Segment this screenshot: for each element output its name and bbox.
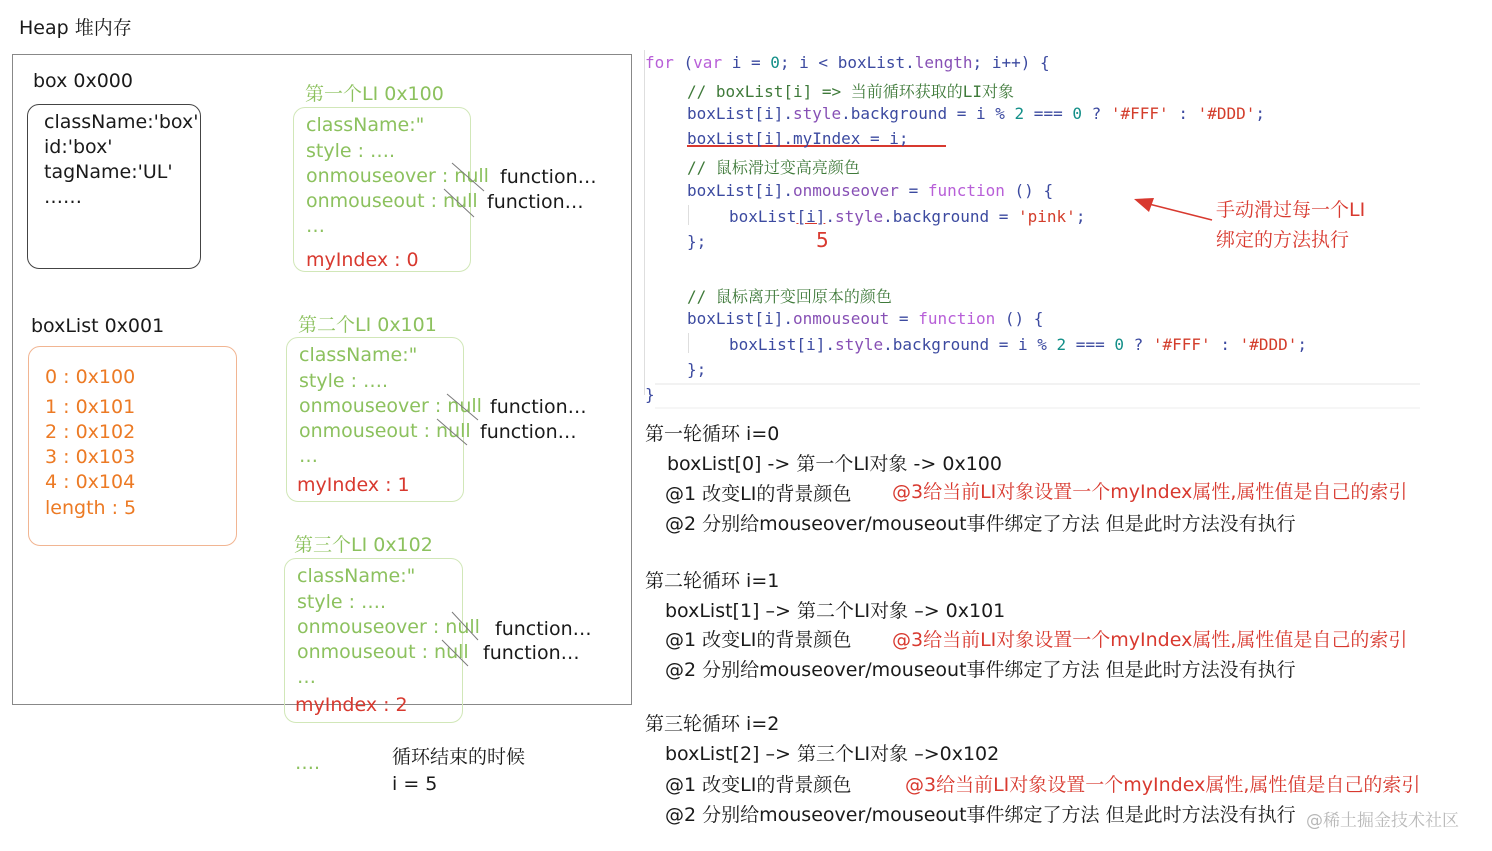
- watermark: @稀土掘金技术社区: [1306, 811, 1459, 831]
- code-line-onmouseout: boxList[i].onmouseout = function () {: [687, 309, 1044, 328]
- boxlist-title: boxList 0x001: [31, 315, 165, 337]
- li-title: 第一个LI 0x100: [305, 83, 444, 105]
- code-close-for: }: [645, 385, 655, 404]
- annotation-line: 手动滑过每一个LI: [1216, 199, 1366, 221]
- round-title: 第二轮循环 i=1: [645, 570, 780, 592]
- li-style: style : ….: [297, 591, 387, 613]
- code-comment: // boxList[i] => 当前循环获取的LI对象: [687, 82, 1015, 101]
- box-prop: className:'box': [44, 111, 199, 133]
- code-line-onmouseover: boxList[i].onmouseover = function () {: [687, 181, 1054, 200]
- prop-key: onmouseover :: [306, 165, 455, 187]
- box-prop: tagName:'UL': [44, 161, 173, 183]
- null-value: null: [445, 616, 480, 638]
- round-line: boxList[1] –> 第二个LI对象 –> 0x101: [665, 600, 1006, 622]
- null-value: null: [454, 165, 489, 187]
- indent-guide: [688, 205, 689, 225]
- strike-line: [442, 640, 468, 666]
- li-function: function…: [500, 166, 597, 188]
- round-step: @2 分别给mouseover/mouseout事件绑定了方法 但是此时方法没有执行: [665, 513, 1296, 535]
- round-step-highlight: @3给当前LI对象设置一个myIndex属性,属性值是自己的索引: [905, 774, 1421, 796]
- round-title: 第三轮循环 i=2: [645, 713, 780, 735]
- box-prop: id:'box': [44, 136, 113, 158]
- round-step: @1 改变LI的背景颜色: [665, 629, 852, 651]
- li-myindex: myIndex : 2: [295, 694, 408, 716]
- strike-line: [437, 419, 467, 445]
- li-dots: …: [297, 666, 316, 688]
- li-dots: …: [306, 215, 325, 237]
- round-step: @1 改变LI的背景颜色: [665, 774, 852, 796]
- code-close-fn: };: [687, 232, 707, 251]
- round-step: @2 分别给mouseover/mouseout事件绑定了方法 但是此时方法没有执行: [665, 659, 1296, 681]
- li-myindex: myIndex : 0: [306, 249, 419, 271]
- code-line-pink: boxList[i].style.background = 'pink';: [729, 207, 1086, 226]
- prop-key: onmouseover :: [299, 395, 448, 417]
- annotation-arrowhead: [1134, 198, 1154, 212]
- index-annotation-five: 5: [816, 228, 829, 252]
- li-function: function…: [483, 642, 580, 664]
- annotation-line: 绑定的方法执行: [1216, 229, 1350, 251]
- li-myindex: myIndex : 1: [297, 474, 410, 496]
- round-line: boxList[0] -> 第一个LI对象 -> 0x100: [667, 453, 1002, 475]
- li-dots: …: [299, 445, 318, 467]
- prop-key: onmouseout :: [306, 190, 444, 212]
- li-classname: className:": [306, 114, 425, 136]
- round-step-highlight: @3给当前LI对象设置一个myIndex属性,属性值是自己的索引: [892, 629, 1408, 651]
- heap-title: Heap 堆内存: [19, 17, 132, 39]
- round-line: boxList[2] –> 第三个LI对象 –>0x102: [665, 743, 1000, 765]
- code-comment: // 鼠标滑过变高亮颜色: [687, 158, 860, 177]
- null-value: null: [443, 190, 478, 212]
- code-line-restore: boxList[i].style.background = i % 2 === 0 ? '#FFF' : '#DDD';: [729, 335, 1308, 354]
- null-value: null: [447, 395, 482, 417]
- li-function: function…: [495, 618, 592, 640]
- boxlist-item: 3 : 0x103: [45, 446, 136, 468]
- li-title: 第二个LI 0x101: [298, 314, 437, 336]
- code-line-background: boxList[i].style.background = i % 2 === 0 ? '#FFF' : '#DDD';: [687, 104, 1266, 123]
- round-step: @1 改变LI的背景颜色: [665, 483, 852, 505]
- boxlist-item: 2 : 0x102: [45, 421, 136, 443]
- indent-guide: [688, 333, 689, 353]
- li-function: function…: [480, 421, 577, 443]
- box-prop: ……: [44, 186, 82, 208]
- code-line-myindex: boxList[i].myIndex = i;: [687, 129, 909, 148]
- li-title: 第三个LI 0x102: [294, 534, 433, 556]
- li-function: function…: [487, 191, 584, 213]
- strike-line: [452, 612, 478, 640]
- li-style: style : ….: [299, 370, 389, 392]
- code-gutter: [644, 50, 645, 395]
- round-step-highlight: @3给当前LI对象设置一个myIndex属性,属性值是自己的索引: [892, 481, 1408, 503]
- strike-line: [444, 189, 474, 217]
- strike-line: [452, 163, 484, 191]
- more-ellipsis: ….: [295, 752, 321, 774]
- boxlist-length: length : 5: [45, 497, 137, 519]
- null-value: null: [436, 420, 471, 442]
- code-close-fn: };: [687, 360, 707, 379]
- li-classname: className:": [297, 565, 416, 587]
- round-step: @2 分别给mouseover/mouseout事件绑定了方法 但是此时方法没有执行: [665, 804, 1296, 826]
- strike-line: [447, 394, 478, 420]
- prop-key: onmouseout :: [297, 641, 435, 663]
- loop-end-value: i = 5: [392, 773, 438, 795]
- prop-key: onmouseout :: [299, 420, 437, 442]
- annotation-arrow: [1145, 203, 1212, 220]
- box-title: box 0x000: [33, 70, 133, 92]
- boxlist-item: 1 : 0x101: [45, 396, 136, 418]
- null-value: null: [434, 641, 469, 663]
- code-comment: // 鼠标离开变回原本的颜色: [687, 287, 892, 306]
- prop-key: onmouseover :: [297, 616, 446, 638]
- boxlist-item: 4 : 0x104: [45, 471, 136, 493]
- code-line-for: for (var i = 0; i < boxList.length; i++) {: [645, 53, 1050, 72]
- boxlist-item: 0 : 0x100: [45, 366, 136, 388]
- li-function: function…: [490, 396, 587, 418]
- li-classname: className:": [299, 344, 418, 366]
- round-title: 第一轮循环 i=0: [645, 423, 780, 445]
- li-style: style : ….: [306, 140, 396, 162]
- code-index-highlight: [i]: [796, 207, 826, 226]
- loop-end-label: 循环结束的时候: [392, 746, 526, 768]
